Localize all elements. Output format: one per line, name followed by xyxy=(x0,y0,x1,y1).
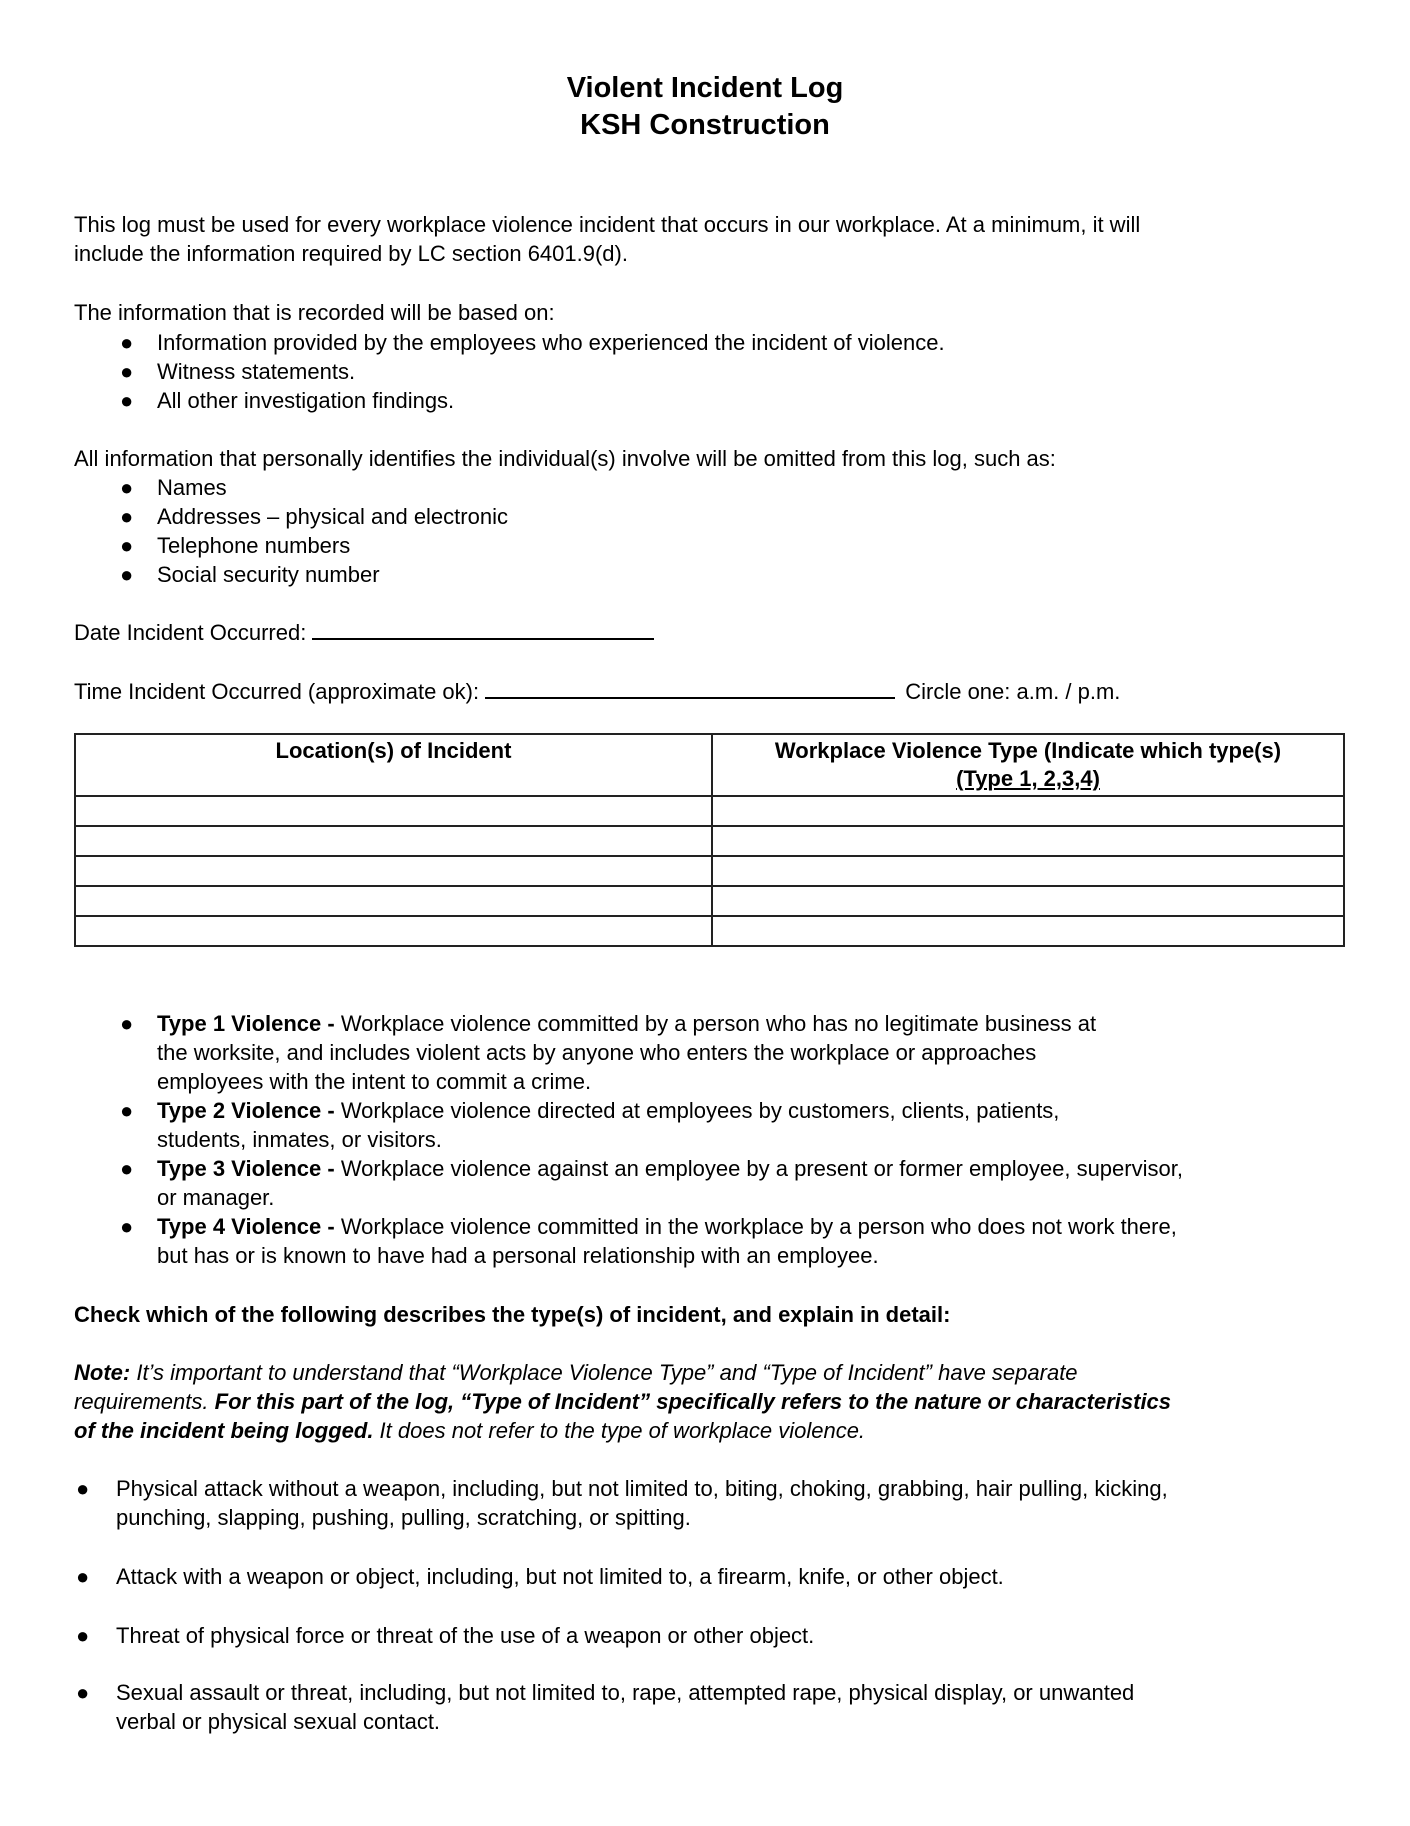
table-row xyxy=(75,826,1344,856)
type-description: employees with the intent to commit a crime. xyxy=(157,1069,592,1094)
incident-type-item: verbal or physical sexual contact. xyxy=(116,1709,441,1734)
table-row xyxy=(75,856,1344,886)
bullet-icon: ● xyxy=(76,1564,90,1589)
location-cell[interactable] xyxy=(75,916,712,946)
type-1-line xyxy=(157,1009,1096,1038)
based-on-item: Information provided by the employees who experienced the incident of violence. xyxy=(157,330,945,355)
bullet-icon: ● xyxy=(120,1156,134,1181)
violence-type-header-line1: Workplace Violence Type (Indicate which type(s) xyxy=(774,738,1282,763)
incident-type-item: Physical attack without a weapon, including, but not limited to, biting, choking, grabbing, hair pulling, kicking, xyxy=(116,1476,1168,1501)
bullet-icon: ● xyxy=(76,1623,90,1648)
type-label: Type 4 Violence - xyxy=(157,1214,335,1239)
bullet-icon: ● xyxy=(120,330,134,355)
time-field[interactable] xyxy=(74,677,1120,706)
type-description: but has or is known to have had a personal relationship with an employee. xyxy=(157,1243,879,1268)
bullet-icon: ● xyxy=(120,475,134,500)
type-4-line xyxy=(157,1241,879,1270)
incident-type-item: Sexual assault or threat, including, but not limited to, rape, attempted rape, physical display, or unwanted xyxy=(116,1680,1135,1705)
intro-line-2: include the information required by LC section 6401.9(d). xyxy=(74,241,628,266)
type-description: the worksite, and includes violent acts by anyone who enters the workplace or approaches xyxy=(157,1040,1037,1065)
type-label: Type 2 Violence - xyxy=(157,1098,335,1123)
type-1-line xyxy=(157,1038,1036,1067)
note-text-3b: It does not refer to the type of workplace violence. xyxy=(373,1418,866,1443)
based-on-item: Witness statements. xyxy=(157,359,356,384)
type-description: Workplace violence committed in the workplace by a person who does not work there, xyxy=(334,1214,1177,1239)
violence-type-cell[interactable] xyxy=(712,886,1344,916)
note-line-1 xyxy=(74,1358,1078,1387)
type-1-line xyxy=(157,1067,591,1096)
note-text-3a: of the incident being logged. xyxy=(74,1418,374,1443)
bullet-icon: ● xyxy=(120,504,134,529)
violence-type-cell[interactable] xyxy=(712,916,1344,946)
omitted-item: Social security number xyxy=(157,562,380,587)
time-blank-line[interactable] xyxy=(485,677,895,699)
doc-subtitle: KSH Construction xyxy=(580,109,830,141)
bullet-icon: ● xyxy=(120,1214,134,1239)
incident-type-item: Threat of physical force or threat of the use of a weapon or other object. xyxy=(116,1623,815,1648)
bullet-icon: ● xyxy=(120,388,134,413)
bullet-icon: ● xyxy=(120,1098,134,1123)
doc-title: Violent Incident Log xyxy=(566,72,844,104)
omitted-item: Names xyxy=(157,475,227,500)
type-4-line xyxy=(157,1212,1177,1241)
violence-type-header-line2: (Type 1, 2,3,4) xyxy=(956,766,1100,791)
bullet-icon: ● xyxy=(76,1476,90,1501)
type-description: or manager. xyxy=(157,1185,275,1210)
note-text-2a: requirements. xyxy=(74,1389,215,1414)
type-2-line xyxy=(157,1096,1059,1125)
based-on-item: All other investigation findings. xyxy=(157,388,455,413)
am-pm-label[interactable]: Circle one: a.m. / p.m. xyxy=(905,679,1121,704)
type-3-line xyxy=(157,1154,1183,1183)
table-row xyxy=(75,916,1344,946)
type-description: Workplace violence committed by a person who has no legitimate business at xyxy=(334,1011,1097,1036)
note-line-2 xyxy=(74,1387,1171,1416)
omitted-heading: All information that personally identifies the individual(s) involve will be omitted from this log, such as: xyxy=(74,446,1056,471)
location-type-table xyxy=(74,733,1345,947)
bullet-icon: ● xyxy=(120,533,134,558)
date-field[interactable] xyxy=(74,618,654,647)
table-row xyxy=(75,796,1344,826)
type-3-line xyxy=(157,1183,274,1212)
based-on-heading: The information that is recorded will be based on: xyxy=(74,300,555,325)
bullet-icon: ● xyxy=(120,359,134,384)
note-line-3 xyxy=(74,1416,865,1445)
location-cell[interactable] xyxy=(75,856,712,886)
date-blank-line[interactable] xyxy=(312,618,654,640)
type-description: students, inmates, or visitors. xyxy=(157,1127,442,1152)
bullet-icon: ● xyxy=(120,1011,134,1036)
date-label: Date Incident Occurred: xyxy=(74,620,307,645)
bullet-icon: ● xyxy=(120,562,134,587)
location-cell[interactable] xyxy=(75,886,712,916)
type-description: Workplace violence against an employee by a present or former employee, supervisor, xyxy=(334,1156,1183,1181)
location-header: Location(s) of Incident xyxy=(75,734,712,796)
violence-type-cell[interactable] xyxy=(712,826,1344,856)
note-text-2b: For this part of the log, “Type of Incident” specifically refers to the nature or characteristics xyxy=(214,1389,1172,1414)
violence-type-cell[interactable] xyxy=(712,856,1344,886)
location-cell[interactable] xyxy=(75,826,712,856)
type-label: Type 1 Violence - xyxy=(157,1011,335,1036)
table-row xyxy=(75,886,1344,916)
type-label: Type 3 Violence - xyxy=(157,1156,335,1181)
note-label: Note: xyxy=(74,1360,131,1385)
check-heading: Check which of the following describes the type(s) of incident, and explain in detail: xyxy=(74,1302,951,1327)
type-description: Workplace violence directed at employees by customers, clients, patients, xyxy=(334,1098,1060,1123)
bullet-icon: ● xyxy=(76,1680,90,1705)
incident-type-item: punching, slapping, pushing, pulling, scratching, or spitting. xyxy=(116,1505,691,1530)
intro-line-1: This log must be used for every workplace violence incident that occurs in our workplace. At a minimum, it will xyxy=(74,212,1141,237)
location-cell[interactable] xyxy=(75,796,712,826)
time-label: Time Incident Occurred (approximate ok): xyxy=(74,679,480,704)
type-2-line xyxy=(157,1125,442,1154)
note-text-1: It’s important to understand that “Workplace Violence Type” and “Type of Incident” have separate xyxy=(130,1360,1078,1385)
omitted-item: Addresses – physical and electronic xyxy=(157,504,508,529)
omitted-item: Telephone numbers xyxy=(157,533,351,558)
incident-type-item: Attack with a weapon or object, including, but not limited to, a firearm, knife, or other object. xyxy=(116,1564,1004,1589)
violence-type-header xyxy=(712,734,1344,796)
violence-type-cell[interactable] xyxy=(712,796,1344,826)
